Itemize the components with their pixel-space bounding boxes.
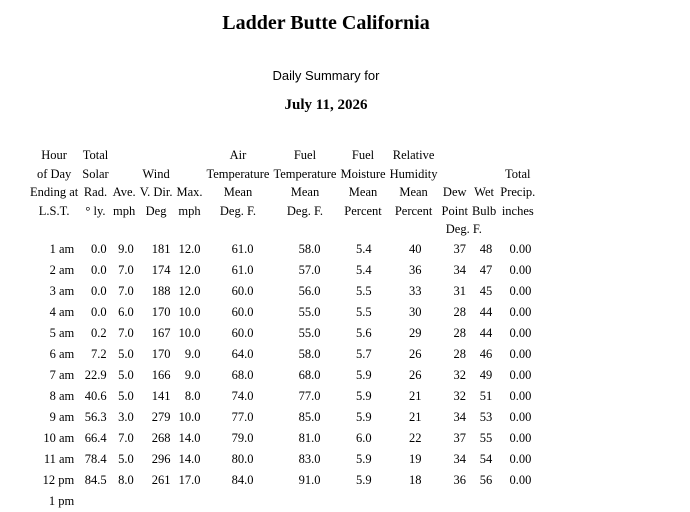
header-line: Point bbox=[441, 203, 468, 218]
cell-wind-dir: 167 bbox=[151, 325, 171, 340]
cell-dew-point: 31 bbox=[453, 283, 466, 298]
cell-dew-point: 32 bbox=[453, 367, 466, 382]
cell-hour: 10 am bbox=[43, 430, 75, 445]
cell-wet-bulb: 44 bbox=[479, 304, 493, 319]
cell-rel-humidity bbox=[388, 491, 440, 512]
cell-wet-bulb: 47 bbox=[479, 262, 493, 277]
cell-solar-rad: 66.4 bbox=[84, 430, 107, 445]
cell-wind-ave: 7.0 bbox=[118, 430, 134, 445]
cell-wind-dir: 181 bbox=[151, 241, 171, 256]
cell-wet-bulb: 54 bbox=[479, 451, 493, 466]
cell-wind-dir: 279 bbox=[151, 409, 171, 424]
cell-fuel-moisture: 6.0 bbox=[355, 430, 372, 445]
table-row bbox=[28, 470, 537, 491]
header-line: L.S.T. bbox=[38, 203, 70, 218]
cell-dew-point bbox=[440, 491, 470, 512]
header-line bbox=[113, 146, 136, 165]
cell-hour: 9 am bbox=[49, 409, 75, 424]
header-spacer bbox=[176, 220, 202, 239]
table-row bbox=[28, 281, 537, 302]
cell-air-temp: 64.0 bbox=[231, 346, 254, 361]
cell-air-temp: 61.0 bbox=[231, 262, 254, 277]
cell-wind-ave: 8.0 bbox=[118, 472, 134, 487]
cell-dew-point: 34 bbox=[453, 451, 466, 466]
cell-wind-dir bbox=[138, 491, 175, 512]
header-line: Mean bbox=[348, 185, 378, 199]
header-line: Hour bbox=[41, 148, 67, 162]
header-fuel-moisture bbox=[338, 146, 387, 239]
table-row bbox=[28, 344, 537, 365]
cell-air-temp: 61.0 bbox=[231, 241, 254, 256]
table-row bbox=[28, 386, 537, 407]
cell-hour: 11 am bbox=[43, 451, 75, 466]
cell-fuel-temp: 57.0 bbox=[298, 262, 321, 277]
cell-total-precip: 0.00 bbox=[509, 346, 532, 361]
cell-fuel-temp: 77.0 bbox=[298, 388, 321, 403]
table-header bbox=[28, 146, 537, 239]
cell-fuel-moisture: 5.9 bbox=[355, 409, 372, 424]
cell-wet-bulb: 53 bbox=[479, 409, 493, 424]
cell-wind-max: 9.0 bbox=[184, 346, 201, 361]
cell-solar-rad: 40.6 bbox=[84, 388, 107, 403]
cell-rel-humidity: 22 bbox=[409, 430, 422, 445]
cell-rel-humidity: 26 bbox=[409, 367, 422, 382]
table-row bbox=[28, 428, 537, 449]
header-spacer bbox=[500, 220, 535, 239]
cell-rel-humidity: 19 bbox=[409, 451, 422, 466]
cell-wind-ave: 7.0 bbox=[118, 325, 134, 340]
header-spacer bbox=[30, 220, 78, 239]
header-line: Total bbox=[82, 148, 109, 162]
cell-wind-dir: 296 bbox=[151, 451, 171, 466]
cell-wind-max: 10.0 bbox=[178, 325, 201, 340]
header-line: mph bbox=[178, 203, 201, 218]
cell-solar-rad bbox=[80, 491, 110, 512]
cell-hour: 4 am bbox=[49, 304, 75, 319]
cell-fuel-moisture bbox=[338, 491, 387, 512]
cell-rel-humidity: 33 bbox=[409, 283, 422, 298]
table-row bbox=[28, 491, 537, 512]
header-spacer bbox=[390, 220, 438, 239]
header-wind-dir bbox=[138, 146, 175, 239]
cell-air-temp: 80.0 bbox=[231, 451, 254, 466]
header-line: ° ly. bbox=[85, 203, 106, 218]
cell-fuel-temp: 56.0 bbox=[298, 283, 321, 298]
cell-wet-bulb: 49 bbox=[479, 367, 493, 382]
header-line: Max. bbox=[176, 185, 203, 199]
header-hour bbox=[28, 146, 80, 239]
header-line: inches bbox=[501, 203, 534, 218]
cell-wind-max: 12.0 bbox=[178, 241, 201, 256]
cell-wind-dir: 166 bbox=[151, 367, 171, 382]
header-line: Deg. F. bbox=[286, 203, 324, 218]
cell-wind-max: 10.0 bbox=[178, 409, 201, 424]
cell-wind-dir: 261 bbox=[151, 472, 171, 487]
cell-fuel-moisture: 5.6 bbox=[355, 325, 372, 340]
cell-air-temp: 77.0 bbox=[231, 409, 254, 424]
cell-wind-max: 8.0 bbox=[184, 388, 201, 403]
cell-solar-rad: 22.9 bbox=[84, 367, 107, 382]
cell-solar-rad: 0.0 bbox=[91, 304, 107, 319]
cell-wind-ave: 9.0 bbox=[118, 241, 134, 256]
cell-total-precip: 0.00 bbox=[509, 409, 532, 424]
cell-wet-bulb: 55 bbox=[479, 430, 493, 445]
header-line: Ending at bbox=[30, 185, 79, 199]
cell-fuel-temp: 68.0 bbox=[298, 367, 321, 382]
header-rel-humidity bbox=[388, 146, 440, 239]
header-line: Total bbox=[505, 166, 531, 181]
cell-total-precip: 0.00 bbox=[509, 262, 532, 277]
cell-fuel-temp: 83.0 bbox=[298, 451, 321, 466]
header-solar-rad bbox=[80, 146, 110, 239]
header-spacer bbox=[82, 220, 108, 239]
header-line: Relative bbox=[392, 148, 435, 162]
header-line: Solar bbox=[82, 166, 109, 181]
cell-total-precip: 0.00 bbox=[509, 283, 532, 298]
cell-fuel-moisture: 5.4 bbox=[355, 262, 372, 277]
cell-wind-ave: 5.0 bbox=[118, 388, 134, 403]
header-line: Deg. F. bbox=[219, 203, 257, 218]
cell-hour: 7 am bbox=[49, 367, 75, 382]
header-line: Rad. bbox=[83, 185, 108, 199]
header-line: Percent bbox=[344, 203, 382, 218]
header-spacer bbox=[273, 220, 336, 239]
header-line: Dew bbox=[442, 185, 467, 199]
table-row bbox=[28, 302, 537, 323]
cell-dew-point: 34 bbox=[453, 409, 466, 424]
header-line: Wet bbox=[474, 185, 494, 199]
header-line: Temperature bbox=[206, 166, 270, 181]
cell-rel-humidity: 18 bbox=[409, 472, 422, 487]
cell-wind-ave: 7.0 bbox=[118, 262, 134, 277]
cell-wind-dir: 188 bbox=[151, 283, 171, 298]
header-line: Percent bbox=[394, 203, 433, 218]
cell-hour: 12 pm bbox=[42, 472, 75, 487]
cell-hour: 8 am bbox=[49, 388, 75, 403]
summary-subtitle: Daily Summary for bbox=[272, 68, 380, 83]
table-row bbox=[28, 323, 537, 344]
cell-solar-rad: 84.5 bbox=[84, 472, 107, 487]
cell-total-precip bbox=[498, 491, 537, 512]
header-fuel-temp bbox=[271, 146, 338, 239]
header-line bbox=[472, 146, 496, 165]
header-line bbox=[176, 146, 202, 165]
cell-dew-point: 32 bbox=[453, 388, 466, 403]
cell-total-precip: 0.00 bbox=[509, 451, 532, 466]
cell-hour: 6 am bbox=[49, 346, 75, 361]
cell-fuel-moisture: 5.9 bbox=[355, 451, 372, 466]
cell-dew-point: 34 bbox=[453, 262, 466, 277]
summary-date: July 11, 2026 bbox=[284, 97, 368, 113]
header-line: Fuel bbox=[293, 148, 317, 162]
header-wind-ave bbox=[111, 146, 138, 239]
cell-wind-dir: 141 bbox=[151, 388, 171, 403]
cell-wind-ave: 5.0 bbox=[118, 346, 134, 361]
cell-dew-point: 28 bbox=[453, 346, 466, 361]
cell-fuel-temp: 58.0 bbox=[298, 241, 321, 256]
header-spacer bbox=[140, 220, 173, 239]
header-line: of Day bbox=[36, 166, 72, 181]
cell-solar-rad: 7.2 bbox=[91, 346, 107, 361]
cell-wind-max: 17.0 bbox=[178, 472, 201, 487]
cell-rel-humidity: 26 bbox=[409, 346, 422, 361]
cell-wind-max: 10.0 bbox=[178, 304, 201, 319]
cell-fuel-moisture: 5.9 bbox=[355, 367, 372, 382]
cell-air-temp: 84.0 bbox=[231, 472, 254, 487]
weather-summary-table bbox=[28, 146, 537, 512]
cell-solar-rad: 0.0 bbox=[91, 241, 107, 256]
header-line: Mean bbox=[223, 185, 253, 199]
cell-wind-max: 9.0 bbox=[184, 367, 201, 382]
dew-wet-unit: Deg. F. bbox=[445, 222, 482, 236]
cell-dew-point: 37 bbox=[453, 430, 466, 445]
cell-fuel-temp: 55.0 bbox=[298, 304, 321, 319]
header-dew-point bbox=[440, 146, 482, 239]
cell-air-temp: 60.0 bbox=[231, 283, 254, 298]
cell-fuel-moisture: 5.4 bbox=[355, 241, 372, 256]
cell-rel-humidity: 29 bbox=[409, 325, 422, 340]
cell-wet-bulb: 51 bbox=[479, 388, 493, 403]
table-row bbox=[28, 365, 537, 386]
cell-air-temp bbox=[205, 491, 272, 512]
header-line: V. Dir. bbox=[139, 185, 173, 199]
cell-wet-bulb: 48 bbox=[479, 241, 493, 256]
header-line: Bulb bbox=[471, 203, 497, 218]
cell-air-temp: 68.0 bbox=[231, 367, 254, 382]
cell-wet-bulb: 46 bbox=[479, 346, 493, 361]
cell-total-precip: 0.00 bbox=[509, 241, 532, 256]
cell-fuel-moisture: 5.9 bbox=[355, 388, 372, 403]
table-row bbox=[28, 260, 537, 281]
page-title: Ladder Butte California bbox=[222, 12, 430, 34]
header-line: mph bbox=[113, 203, 136, 218]
table-row bbox=[28, 449, 537, 470]
cell-wind-dir: 170 bbox=[151, 304, 171, 319]
header-line bbox=[442, 146, 468, 165]
cell-solar-rad: 0.0 bbox=[91, 262, 107, 277]
header-spacer bbox=[340, 220, 385, 239]
cell-wet-bulb: 44 bbox=[479, 325, 493, 340]
cell-wind-dir: 268 bbox=[151, 430, 171, 445]
cell-wind-dir: 170 bbox=[151, 346, 171, 361]
cell-dew-point: 36 bbox=[453, 472, 466, 487]
cell-fuel-temp: 85.0 bbox=[298, 409, 321, 424]
header-line: Deg bbox=[145, 203, 167, 218]
cell-fuel-temp: 91.0 bbox=[298, 472, 321, 487]
cell-solar-rad: 78.4 bbox=[84, 451, 107, 466]
cell-wind-dir: 174 bbox=[151, 262, 171, 277]
cell-hour: 2 am bbox=[49, 262, 75, 277]
cell-total-precip: 0.00 bbox=[509, 325, 532, 340]
cell-fuel-moisture: 5.5 bbox=[355, 304, 372, 319]
header-line: Ave. bbox=[112, 185, 136, 199]
cell-hour: 1 pm bbox=[48, 493, 75, 508]
header-line: Fuel bbox=[351, 148, 375, 162]
cell-wind-max bbox=[174, 491, 204, 512]
cell-rel-humidity: 40 bbox=[409, 241, 422, 256]
cell-wind-ave: 3.0 bbox=[118, 409, 134, 424]
cell-air-temp: 74.0 bbox=[231, 388, 254, 403]
cell-rel-humidity: 36 bbox=[409, 262, 422, 277]
cell-fuel-temp: 55.0 bbox=[298, 325, 321, 340]
header-line bbox=[176, 165, 202, 184]
cell-total-precip: 0.00 bbox=[509, 367, 532, 382]
header-line bbox=[500, 146, 535, 165]
cell-wind-ave: 5.0 bbox=[118, 367, 134, 382]
cell-air-temp: 79.0 bbox=[231, 430, 254, 445]
cell-wind-max: 14.0 bbox=[178, 451, 201, 466]
table-row bbox=[28, 407, 537, 428]
header-line bbox=[472, 165, 496, 184]
cell-wind-ave: 7.0 bbox=[118, 283, 134, 298]
cell-air-temp: 60.0 bbox=[231, 325, 254, 340]
cell-fuel-temp bbox=[271, 491, 338, 512]
header-line: Mean bbox=[399, 185, 428, 199]
cell-air-temp: 60.0 bbox=[231, 304, 254, 319]
header-spacer bbox=[207, 220, 270, 239]
cell-rel-humidity: 21 bbox=[409, 409, 422, 424]
cell-solar-rad: 0.0 bbox=[91, 283, 107, 298]
cell-wind-max: 12.0 bbox=[178, 262, 201, 277]
cell-dew-point: 28 bbox=[453, 304, 466, 319]
cell-rel-humidity: 21 bbox=[409, 388, 422, 403]
cell-wind-ave: 6.0 bbox=[118, 304, 134, 319]
header-spacer bbox=[113, 220, 136, 239]
header-total-precip bbox=[498, 146, 537, 239]
cell-solar-rad: 0.2 bbox=[91, 325, 107, 340]
cell-dew-point: 37 bbox=[453, 241, 466, 256]
header-line: Precip. bbox=[500, 185, 536, 199]
cell-fuel-moisture: 5.7 bbox=[355, 346, 372, 361]
table-row bbox=[28, 239, 537, 260]
cell-dew-point: 28 bbox=[453, 325, 466, 340]
header-line: Mean bbox=[290, 185, 320, 199]
cell-fuel-temp: 81.0 bbox=[298, 430, 321, 445]
header-line: Temperature bbox=[273, 166, 337, 181]
cell-total-precip: 0.00 bbox=[509, 304, 532, 319]
cell-solar-rad: 56.3 bbox=[84, 409, 107, 424]
cell-rel-humidity: 30 bbox=[409, 304, 422, 319]
cell-wind-max: 14.0 bbox=[178, 430, 201, 445]
table-body bbox=[28, 239, 537, 512]
cell-hour: 3 am bbox=[49, 283, 75, 298]
cell-total-precip: 0.00 bbox=[509, 388, 532, 403]
cell-fuel-moisture: 5.9 bbox=[355, 472, 372, 487]
header-wind-max bbox=[174, 146, 204, 239]
header-line bbox=[113, 165, 136, 184]
cell-wet-bulb: 56 bbox=[479, 472, 493, 487]
cell-total-precip: 0.00 bbox=[509, 472, 532, 487]
cell-wind-ave: 5.0 bbox=[118, 451, 134, 466]
cell-total-precip: 0.00 bbox=[509, 430, 532, 445]
cell-hour: 1 am bbox=[49, 241, 75, 256]
header-line bbox=[140, 146, 173, 165]
cell-fuel-temp: 58.0 bbox=[298, 346, 321, 361]
header-line: Moisture bbox=[340, 166, 386, 181]
cell-wet-bulb: 45 bbox=[479, 283, 493, 298]
cell-fuel-moisture: 5.5 bbox=[355, 283, 372, 298]
header-line: Humidity bbox=[389, 166, 438, 181]
header-line: Air bbox=[229, 148, 247, 162]
cell-wet-bulb bbox=[470, 491, 498, 512]
header-line bbox=[442, 165, 468, 184]
cell-hour: 5 am bbox=[49, 325, 75, 340]
cell-wind-ave bbox=[111, 491, 138, 512]
header-line: Wind bbox=[142, 166, 170, 181]
header-air-temp bbox=[205, 146, 272, 239]
cell-wind-max: 12.0 bbox=[178, 283, 201, 298]
